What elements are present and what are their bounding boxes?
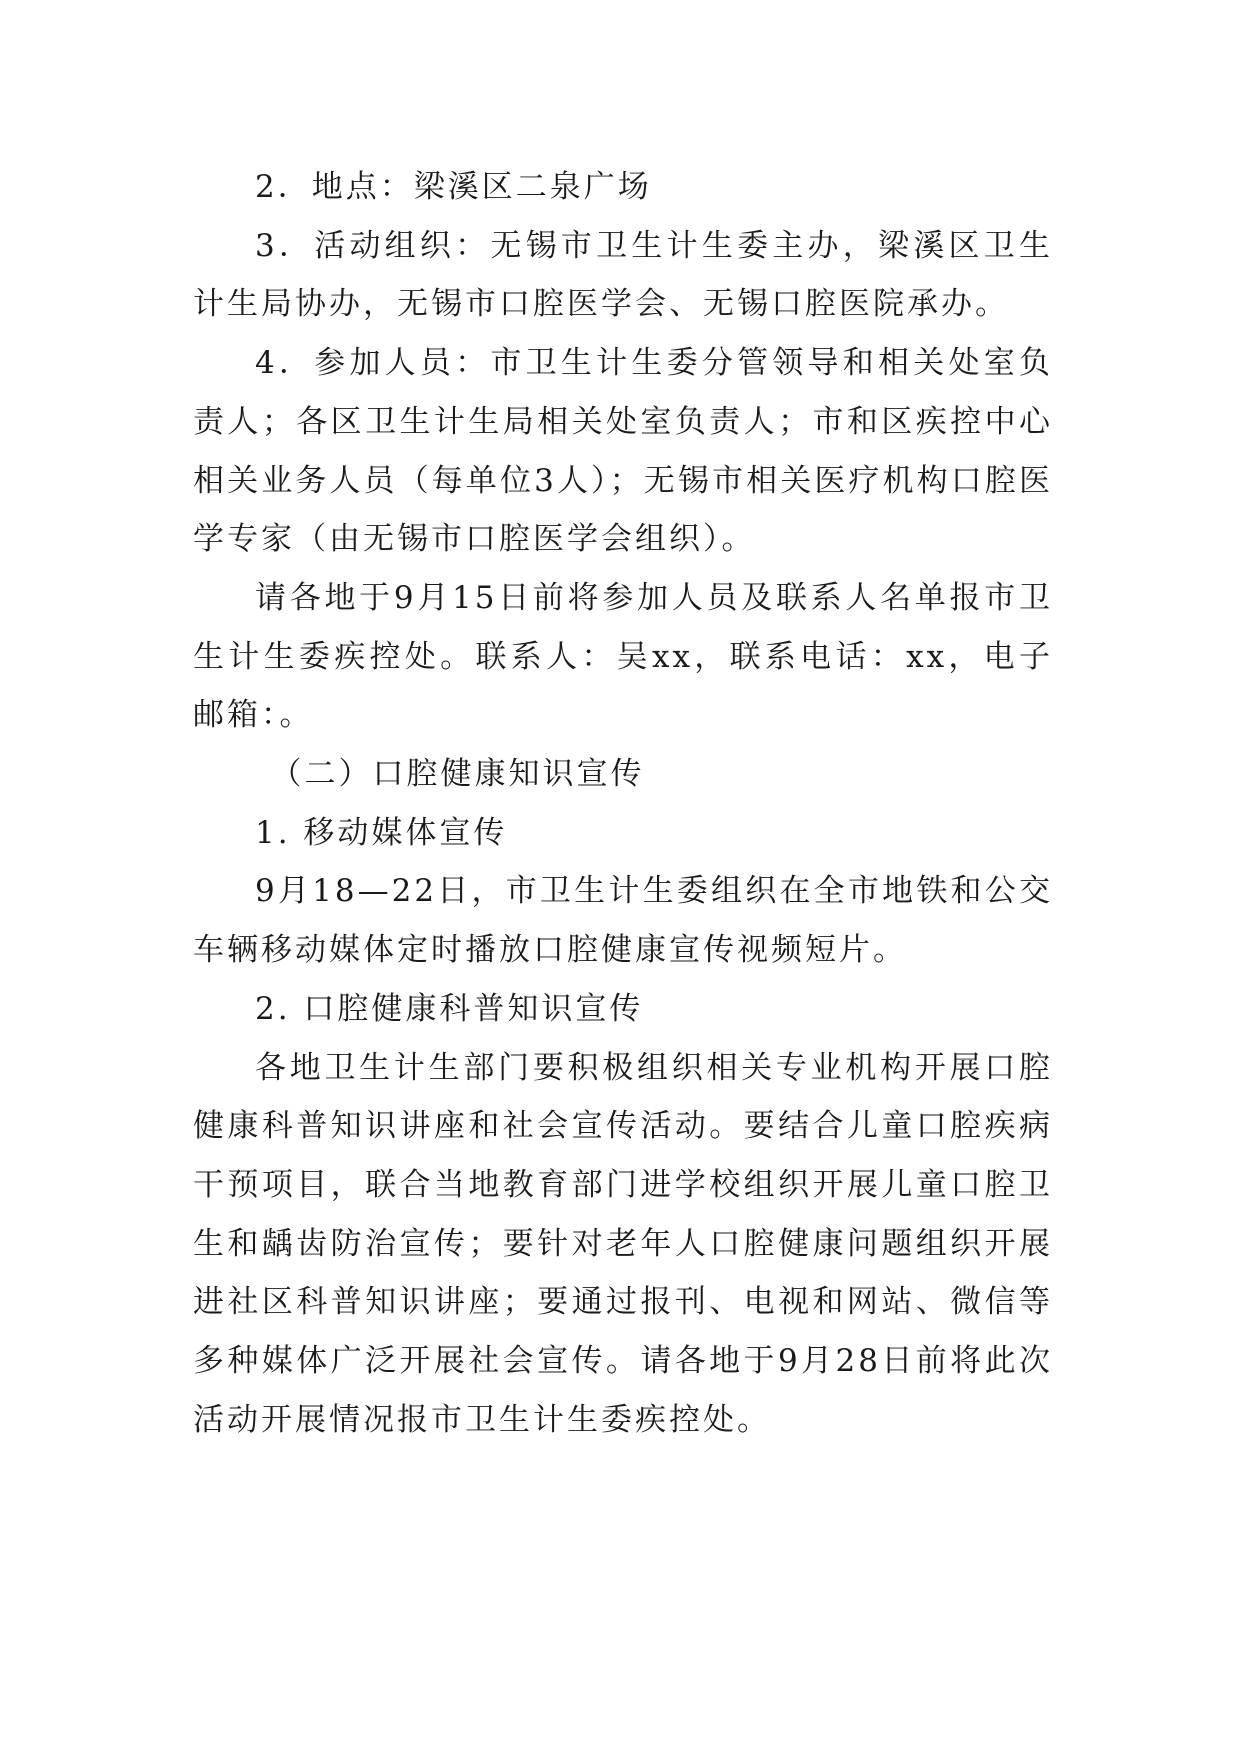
section-heading-oral-health-publicity: （二）口腔健康知识宣传 [270,756,645,793]
subheading-science-knowledge: 2. 口腔健康科普知识宣传 [255,990,644,1027]
document-body [193,158,1053,1449]
paragraph-participants: 4．参加人员：市卫生计生委分管领导和相关处室负责人；各区卫生计生局相关处室负责人；市和区疾控中心相关业务人员（每单位3人）；无锡市相关医疗机构口腔医学专家（由无锡市口腔医学会组织）。 [193,345,1053,558]
subheading-mobile-media: 1. 移动媒体宣传 [255,814,508,851]
paragraph-location: 2．地点：梁溪区二泉广场 [255,169,652,205]
paragraph-organization: 3．活动组织：无锡市卫生计生委主办，梁溪区卫生计生局协办，无锡市口腔医学会、无锡口腔医院承办。 [193,227,1053,323]
paragraph-registration-notice: 请各地于9月15日前将参加人员及联系人名单报市卫生计生委疾控处。联系人：吴xx，联系电话：xx，电子邮箱：。 [193,579,1053,734]
paragraph-mobile-media: 9月18—22日，市卫生计生委组织在全市地铁和公交车辆移动媒体定时播放口腔健康宣传视频短片。 [193,873,1053,969]
paragraph-science-knowledge: 各地卫生计生部门要积极组织相关专业机构开展口腔健康科普知识讲座和社会宣传活动。要结合儿童口腔疾病干预项目，联合当地教育部门进学校组织开展儿童口腔卫生和龋齿防治宣传；要针对老年人口腔健康问题组织开展进社区科普知识讲座；要通过报刊、电视和网站、微信等多种媒体广泛开展社会宣传。请各地于9月28日前将此次活动开展情况报市卫生计生委疾控处。 [193,1049,1053,1438]
